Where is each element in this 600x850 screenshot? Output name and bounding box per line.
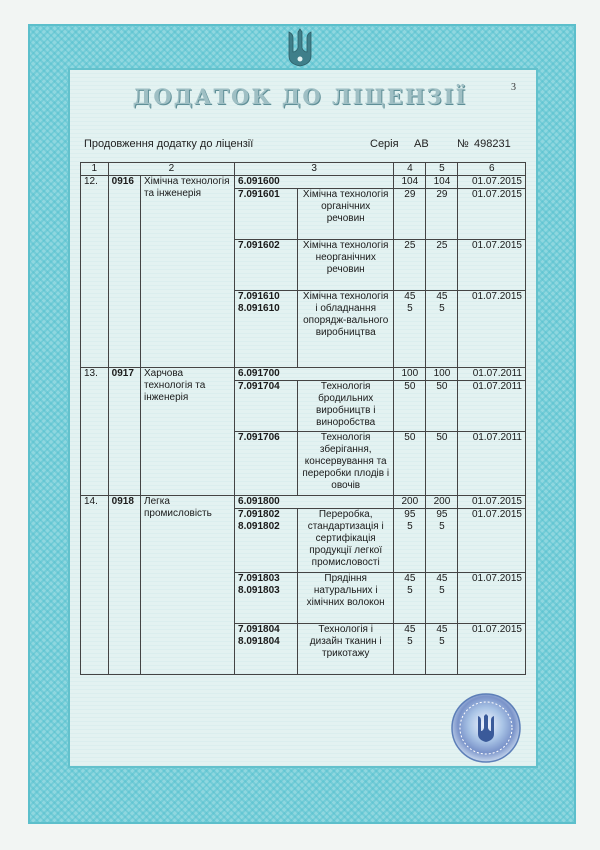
volume-value: 29 — [426, 189, 458, 240]
volume-value-line: 45 — [436, 573, 448, 584]
specialty-name: Хімічна технологія неорганічних речовин — [298, 240, 394, 291]
specialty-code-line: 8.091802 — [238, 521, 280, 532]
continuation-label: Продовження додатку до ліцензії — [84, 138, 254, 150]
specialty-code-line: 8.091804 — [238, 636, 280, 647]
field-code: 0917 — [108, 368, 140, 496]
specialty-code-line: 8.091803 — [238, 585, 280, 596]
trident-emblem-icon — [287, 28, 313, 68]
volume-value: 200 — [426, 496, 458, 509]
column-header: 5 — [426, 163, 458, 176]
volume-value-line: 45 — [404, 573, 416, 584]
specialty-code-line: 7.091610 — [238, 291, 280, 302]
volume-value — [426, 509, 458, 573]
specialty-code — [235, 573, 298, 624]
date-value: 01.07.2015 — [458, 189, 526, 240]
date-value: 01.07.2011 — [458, 368, 526, 381]
specialty-code: 7.091704 — [235, 381, 298, 432]
volume-value: 100 — [426, 368, 458, 381]
specialty-code-line: 8.091610 — [238, 303, 280, 314]
number-value: 498231 — [474, 138, 511, 150]
volume-value — [426, 291, 458, 368]
volume-value: 29 — [394, 189, 426, 240]
specialty-name: Хімічна технологія і обладнання опорядж-вального виробництва — [298, 291, 394, 368]
volume-value: 50 — [426, 432, 458, 496]
date-value: 01.07.2015 — [458, 573, 526, 624]
row-number: 14. — [81, 496, 109, 675]
volume-value-line: 45 — [436, 291, 448, 302]
volume-value: 104 — [426, 176, 458, 189]
specialty-code-line: 7.091802 — [238, 509, 280, 520]
field-name: Хімічна технологія та інженерія — [141, 176, 235, 368]
volume-value — [394, 291, 426, 368]
volume-value — [394, 573, 426, 624]
volume-value-line: 45 — [404, 624, 416, 635]
volume-value: 200 — [394, 496, 426, 509]
specialty-code-line: 7.091804 — [238, 624, 280, 635]
field-code: 0916 — [108, 176, 140, 368]
specialty-code — [235, 509, 298, 573]
table-header-row — [81, 163, 526, 176]
table-row — [81, 368, 526, 381]
specialty-name: Технологія і дизайн тканин і трикотажу — [298, 624, 394, 675]
specialty-name: Технологія бродильних виробництв і виноробства — [298, 381, 394, 432]
date-value: 01.07.2015 — [458, 176, 526, 189]
series-label: Серія — [370, 138, 399, 150]
table-row — [81, 496, 526, 509]
volume-value-line: 5 — [439, 303, 445, 314]
volume-value — [394, 509, 426, 573]
date-value: 01.07.2015 — [458, 509, 526, 573]
field-code: 0918 — [108, 496, 140, 675]
volume-value — [426, 624, 458, 675]
date-value: 01.07.2011 — [458, 432, 526, 496]
volume-value-line: 95 — [436, 509, 448, 520]
volume-value-line: 45 — [436, 624, 448, 635]
volume-value-line: 5 — [407, 521, 413, 532]
specialty-code: 7.091602 — [235, 240, 298, 291]
field-name: Харчова технологія та інженерія — [141, 368, 235, 496]
date-value: 01.07.2015 — [458, 240, 526, 291]
specialty-code: 6.091600 — [235, 176, 394, 189]
table-row — [81, 176, 526, 189]
volume-value-line: 95 — [404, 509, 416, 520]
volume-value-line: 5 — [439, 585, 445, 596]
volume-value-line: 5 — [407, 636, 413, 647]
volume-value: 50 — [394, 381, 426, 432]
volume-value: 104 — [394, 176, 426, 189]
specialty-name: Хімічна технологія органічних речовин — [298, 189, 394, 240]
specialty-code-line: 7.091803 — [238, 573, 280, 584]
specialty-name: Прядіння натуральних і хімічних волокон — [298, 573, 394, 624]
hologram-seal-icon — [448, 690, 524, 766]
page-number: 3 — [511, 82, 516, 93]
specialty-name: Переробка, стандартизація і сертифікація продукції легкої промисловості — [298, 509, 394, 573]
license-table — [80, 162, 526, 675]
volume-value — [426, 573, 458, 624]
specialty-code: 6.091800 — [235, 496, 394, 509]
specialty-code: 6.091700 — [235, 368, 394, 381]
number-label: № — [457, 138, 469, 150]
volume-value-line: 5 — [407, 585, 413, 596]
volume-value — [394, 624, 426, 675]
row-number: 13. — [81, 368, 109, 496]
specialty-code: 7.091706 — [235, 432, 298, 496]
column-header: 1 — [81, 163, 109, 176]
date-value: 01.07.2015 — [458, 291, 526, 368]
volume-value: 50 — [426, 381, 458, 432]
row-number: 12. — [81, 176, 109, 368]
volume-value-line: 45 — [404, 291, 416, 302]
field-name: Легка промисловість — [141, 496, 235, 675]
volume-value: 100 — [394, 368, 426, 381]
column-header: 6 — [458, 163, 526, 176]
volume-value: 25 — [394, 240, 426, 291]
specialty-code — [235, 291, 298, 368]
license-table-body — [81, 163, 526, 675]
volume-value-line: 5 — [439, 636, 445, 647]
volume-value: 50 — [394, 432, 426, 496]
date-value: 01.07.2015 — [458, 624, 526, 675]
volume-value-line: 5 — [439, 521, 445, 532]
column-header: 2 — [108, 163, 234, 176]
series-value: АВ — [414, 138, 429, 150]
volume-value-line: 5 — [407, 303, 413, 314]
specialty-name: Технологія зберігання, консервування та переробки плодів і овочів — [298, 432, 394, 496]
volume-value: 25 — [426, 240, 458, 291]
specialty-code: 7.091601 — [235, 189, 298, 240]
column-header: 4 — [394, 163, 426, 176]
column-header: 3 — [235, 163, 394, 176]
document-title: ДОДАТОК ДО ЛІЦЕНЗІЇ — [132, 84, 468, 109]
specialty-code — [235, 624, 298, 675]
date-value: 01.07.2015 — [458, 496, 526, 509]
date-value: 01.07.2011 — [458, 381, 526, 432]
